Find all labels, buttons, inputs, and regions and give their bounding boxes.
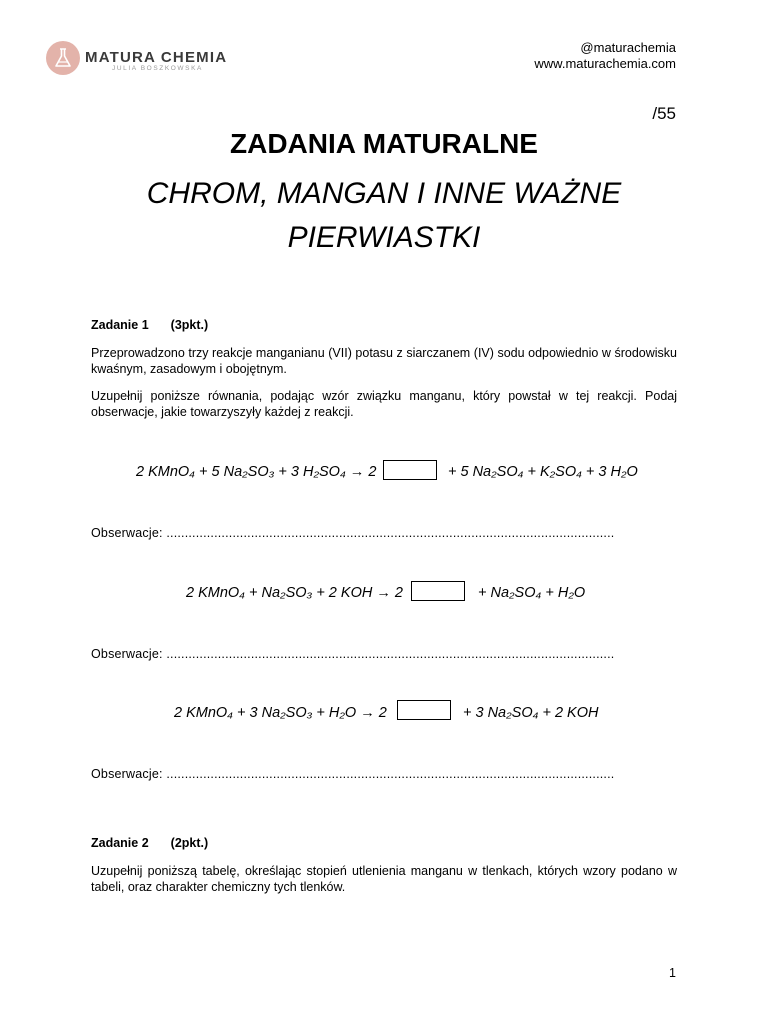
logo-icon <box>46 41 80 75</box>
task1-points: (3pkt.) <box>170 318 209 332</box>
equation2-answer-box[interactable] <box>411 581 465 601</box>
page-number: 1 <box>669 966 676 980</box>
task1-intro: Przeprowadzono trzy reakcje manganianu (VII) potasu z siarczanem (IV) sodu odpowiednio w środowisku kwaśnym, zasadowym i obojętnym. <box>91 346 677 376</box>
page-subtitle-line1: CHROM, MANGAN I INNE WAŻNE <box>146 177 622 210</box>
observation-line-1: Obserwacje: .......................................................................................................................... <box>91 526 615 540</box>
equation2-left: 2 KMnO₄ + Na₂SO₃ + 2 KOH → 2 <box>186 585 403 601</box>
equation1-answer-box[interactable] <box>383 460 437 480</box>
website-link[interactable]: www.maturachemia.com <box>534 56 676 71</box>
task2-heading <box>91 836 208 850</box>
task1-label: Zadanie 1 <box>91 318 149 332</box>
equation3-right: + 3 Na₂SO₄ + 2 KOH <box>463 705 599 721</box>
task2-instruction: Uzupełnij poniższą tabelę, określając stopień utlenienia manganu w tlenkach, których wzory podano w tabeli, oraz charakter chemiczny tych tlenków. <box>91 864 677 894</box>
page-title: ZADANIA MATURALNE <box>230 128 538 159</box>
logo-subtitle: JULIA BOSZKOWSKA <box>112 65 203 72</box>
logo-text: MATURA CHEMIA <box>85 49 228 66</box>
social-handle: @maturachemia <box>580 40 676 55</box>
observation-line-3: Obserwacje: .......................................................................................................................... <box>91 767 615 781</box>
task1-heading <box>91 318 208 332</box>
equation3-left: 2 KMnO₄ + 3 Na₂SO₃ + H₂O → 2 <box>174 705 387 721</box>
score-box: /55 <box>652 104 676 123</box>
task2-points: (2pkt.) <box>170 836 209 850</box>
equation3-answer-box[interactable] <box>397 700 451 720</box>
page-subtitle-line2: PIERWIASTKI <box>287 221 481 254</box>
task2-label: Zadanie 2 <box>91 836 149 850</box>
task1-instruction: Uzupełnij poniższe równania, podając wzór związku manganu, który powstał w tej reakcji. Podaj obserwacje, jakie towarzyszyły każdej z reakcji. <box>91 389 677 419</box>
equation2-right: + Na₂SO₄ + H₂O <box>478 585 586 601</box>
equation1-right: + 5 Na₂SO₄ + K₂SO₄ + 3 H₂O <box>448 464 638 480</box>
equation1-left: 2 KMnO₄ + 5 Na₂SO₃ + 3 H₂SO₄ → 2 <box>136 464 377 480</box>
observation-line-2: Obserwacje: .......................................................................................................................... <box>91 647 615 661</box>
